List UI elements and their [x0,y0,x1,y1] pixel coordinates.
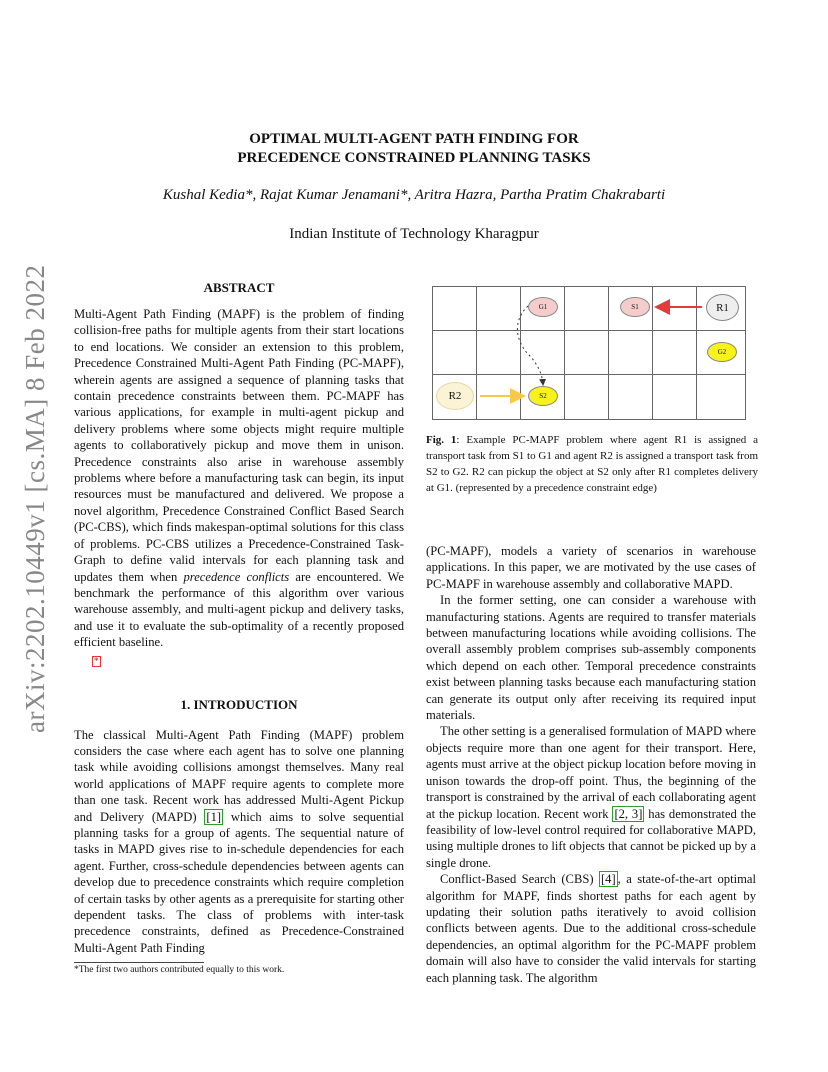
start-s1-node: S1 [620,297,650,317]
citation-link[interactable]: [2, 3] [614,806,643,821]
footnote-link[interactable]: * [94,655,99,666]
abstract-heading: ABSTRACT [203,280,275,295]
goal-g2-node: G2 [707,342,737,362]
paper-title: OPTIMAL MULTI-AGENT PATH FINDING FOR PRECEDENCE CONSTRAINED PLANNING TASKS [237,131,591,166]
citation-link[interactable]: [1] [206,809,222,824]
footnote-divider [74,962,204,963]
right-paragraph-2: In the former setting, one can consider a warehouse with manufacturing stations. Agents are required to transfer materials between manufacturing locations while avoiding collisions. The overall assembly problem comprises sub-assembly components which depend on each other. Temporal precedence constraints exist between planning tasks because each manufacturing station can generate its output only after receiving its required input materials. [426,593,756,723]
right-paragraph-3: The other setting is a generalised formulation of MAPD where objects require more than one agent for their transport. Here, agents must arrive at the object pickup location before moving in unison towards the drop-off point. Thus, the beginning of the transport is constrained by the arrival of each collaborating agent at the pickup location. Recent work [2, 3] has demonstrated the feasibility of low-level control required for collaborative MAPD, using multiple drones to lift objects that cannot be picked up by a single drone. [426,724,756,870]
figure-1-caption: Fig. 1: Example PC-MAPF problem where agent R1 is assigned a transport task from S1 to G1 and agent R2 is assigned a transport task from S2 to G2. R2 can pickup the object at S2 only after R1 completes delivery at G1. (represented by a precedence constraint edge) [426,434,758,494]
figure-1-grid [432,286,746,420]
agent-r2-node: R2 [436,382,474,410]
start-s2-node: S2 [528,386,558,406]
arxiv-identifier: arXiv:2202.10449v1 [cs.MA] 8 Feb 2022 [20,264,50,733]
right-column [426,543,756,986]
footnote: *The first two authors contributed equally to this work. [74,965,285,975]
goal-g1-node: G1 [528,297,558,317]
agent-r1-node: R1 [706,294,739,321]
left-column [74,280,404,956]
right-paragraph-4: Conflict-Based Search (CBS) [4] , a state-of-the-art optimal algorithm for MAPF, finds shortest paths for each agent by updating their solution paths iteratively to avoid collision conflicts between agents. Due to the additional cross-schedule dependencies, an optimal algorithm for the PC-MAPF problem domain will also have to consider the valid intervals for starting each planning task. The algorithm [426,872,756,985]
intro-paragraph-1: The classical Multi-Agent Path Finding (MAPF) problem considers the case where each agent has to solve one planning task while avoiding collisions amongst themselves. Many real world applications of MAPF require agents to complete more than one task. Recent work has addressed Multi-Agent Pickup and Delivery (MAPD) [1] which aims to solve sequential planning tasks for a group of agents. The sequential nature of tasks in MAPD gives rise to in-schedule dependencies for each agent. Further, cross-schedule dependencies between agents can develop due to precedence constraints which require completion of certain tasks by other agents as a prerequisite for starting other dependent tasks. The class of problems with inter-task precedence constraints, defined as Precedence-Constrained Multi-Agent Path Finding [74,727,405,955]
affiliation: Indian Institute of Technology Kharagpur [289,226,539,242]
figure-arrows [432,286,746,420]
author-list: Kushal Kedia*, Rajat Kumar Jenamani*, Aritra Hazra, Partha Pratim Chakrabarti [162,187,666,203]
right-paragraph-1: (PC-MAPF), models a variety of scenarios in warehouse applications. In this paper, we are motivated by the use cases of PC-MAPF in warehouse assembly and collaborative MAPD. [426,544,756,591]
citation-link[interactable]: [4] [600,872,616,887]
introduction-heading: 1. INTRODUCTION [180,696,298,712]
abstract-text: Multi-Agent Path Finding (MAPF) is the problem of finding collision-free paths for multiple agents from their start locations to end locations. We consider an extension to this problem, Precedence Constrained Multi-Agent Path Finding (PC-MAPF), wherein agents are assigned a sequence of planning tasks that contain precedence constraints between them. PC-MAPF has various applications, for example in multi-agent pickup and delivery problems where some objects might require multiple agents to collaboratively pickup and move them in unison. Precedence constraints also arise in warehouse assembly problems where before a manufacturing task can begin, its input resources must be manufactured and delivered. We propose a novel algorithm, Precedence Constrained Conflict Based Search (PC-CBS), which finds makespan-optimal solutions for this class of problems. PC-CBS utilizes a Precedence-Constrained Task-Graph to define valid intervals for each planning task and updates them when precedence conflicts are encountered. We benchmark the performance of this algorithm over various warehouse assembly, and multi-agent pickup and delivery tasks, and use it to evaluate the sub-optimality of a recently proposed efficient baseline. [74,307,405,650]
